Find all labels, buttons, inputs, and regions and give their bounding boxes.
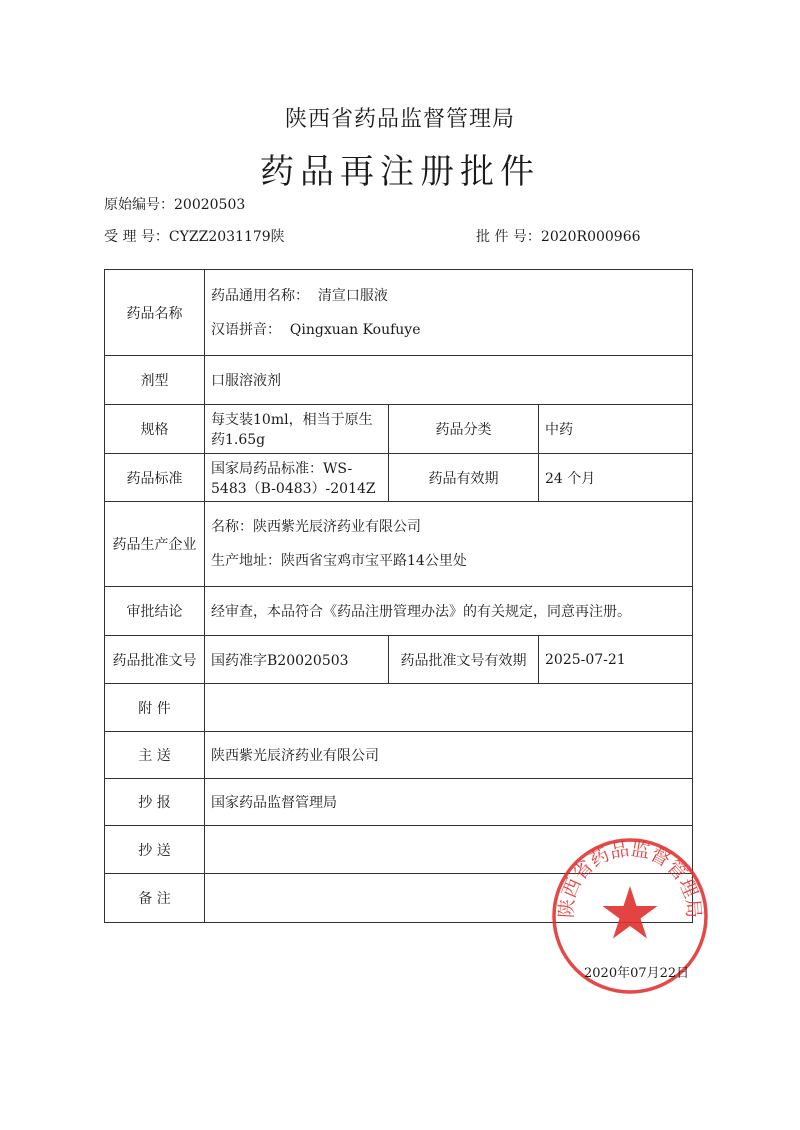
manufacturer-address-value: 陕西省宝鸡市宝平路14公里处 xyxy=(281,553,467,569)
specification-label: 规格 xyxy=(105,405,205,454)
row-copy-report xyxy=(105,779,693,826)
generic-name-value: 清宣口服液 xyxy=(317,287,388,304)
dosage-form-label: 剂型 xyxy=(105,356,205,405)
copy-send-label: 抄 送 xyxy=(105,826,205,874)
row-attachment xyxy=(105,684,693,732)
acceptance-number-value: CYZZ2031179陕 xyxy=(168,229,285,245)
conclusion-value: 经审查，本品符合《药品注册管理办法》的有关规定，同意再注册。 xyxy=(205,587,693,636)
generic-name-line xyxy=(211,285,686,307)
issue-date: 2020年07月22日 xyxy=(584,966,690,981)
copy-report-value: 国家药品监督管理局 xyxy=(205,779,693,826)
drug-name-label: 药品名称 xyxy=(105,270,205,356)
main-send-value: 陕西紫光辰济药业有限公司 xyxy=(205,732,693,779)
attachment-label: 附 件 xyxy=(105,684,205,732)
row-manufacturer xyxy=(105,502,693,587)
pinyin-label: 汉语拼音： xyxy=(211,321,281,338)
row-approval-document xyxy=(105,636,693,684)
original-number-label: 原始编号： xyxy=(104,197,174,213)
manufacturer-label: 药品生产企业 xyxy=(105,502,205,587)
row-main-send xyxy=(105,732,693,779)
generic-name-label: 药品通用名称： xyxy=(211,287,309,304)
drug-standard-label: 药品标准 xyxy=(105,454,205,502)
row-drug-standard xyxy=(105,454,693,502)
approval-document-validity-label: 药品批准文号有效期 xyxy=(389,636,539,684)
row-dosage-form xyxy=(105,356,693,405)
issuing-authority: 陕西省药品监督管理局 xyxy=(284,107,515,132)
attachment-value xyxy=(205,684,693,732)
main-send-label: 主 送 xyxy=(105,732,205,779)
row-specification xyxy=(105,405,693,454)
original-number-value: 20020503 xyxy=(174,197,246,213)
approval-table xyxy=(104,269,693,923)
manufacturer-address-line xyxy=(211,550,686,572)
manufacturer-name-value: 陕西紫光辰济药业有限公司 xyxy=(253,519,421,535)
drug-name-cell xyxy=(205,270,693,356)
pinyin-value: Qingxuan Koufuye xyxy=(289,321,421,338)
row-drug-name xyxy=(105,270,693,356)
manufacturer-cell xyxy=(205,502,693,587)
conclusion-label: 审批结论 xyxy=(105,587,205,636)
manufacturer-name-line xyxy=(211,516,686,538)
manufacturer-address-label: 生产地址： xyxy=(211,553,281,569)
seal-text: 陕西省药品监督管理局 xyxy=(555,838,705,919)
original-number xyxy=(104,194,245,214)
row-conclusion xyxy=(105,587,693,636)
approval-document-label: 药品批准文号 xyxy=(105,636,205,684)
drug-standard-value: 国家局药品标准：WS-5483（B-0483）-2014Z xyxy=(205,454,389,502)
approval-number-label: 批 件 号： xyxy=(476,229,541,245)
approval-number-value: 2020R000966 xyxy=(540,229,641,245)
shelf-life-label: 药品有效期 xyxy=(389,454,539,502)
acceptance-number xyxy=(104,226,285,246)
document-title: 药品再注册批件 xyxy=(260,152,540,192)
shelf-life-value: 24 个月 xyxy=(539,454,693,502)
pinyin-line xyxy=(211,319,686,341)
manufacturer-name-label: 名称： xyxy=(211,519,253,535)
acceptance-number-label: 受 理 号： xyxy=(104,229,169,245)
approval-document-value: 国药准字B20020503 xyxy=(205,636,389,684)
specification-value: 每支装10ml，相当于原生药1.65g xyxy=(205,405,389,454)
remarks-label: 备 注 xyxy=(105,874,205,923)
approval-document-validity-value: 2025-07-21 xyxy=(539,636,693,684)
approval-number xyxy=(476,226,641,246)
seal-star-icon xyxy=(603,886,658,939)
drug-category-label: 药品分类 xyxy=(389,405,539,454)
copy-report-label: 抄 报 xyxy=(105,779,205,826)
dosage-form-value: 口服溶液剂 xyxy=(205,356,693,405)
drug-category-value: 中药 xyxy=(539,405,693,454)
